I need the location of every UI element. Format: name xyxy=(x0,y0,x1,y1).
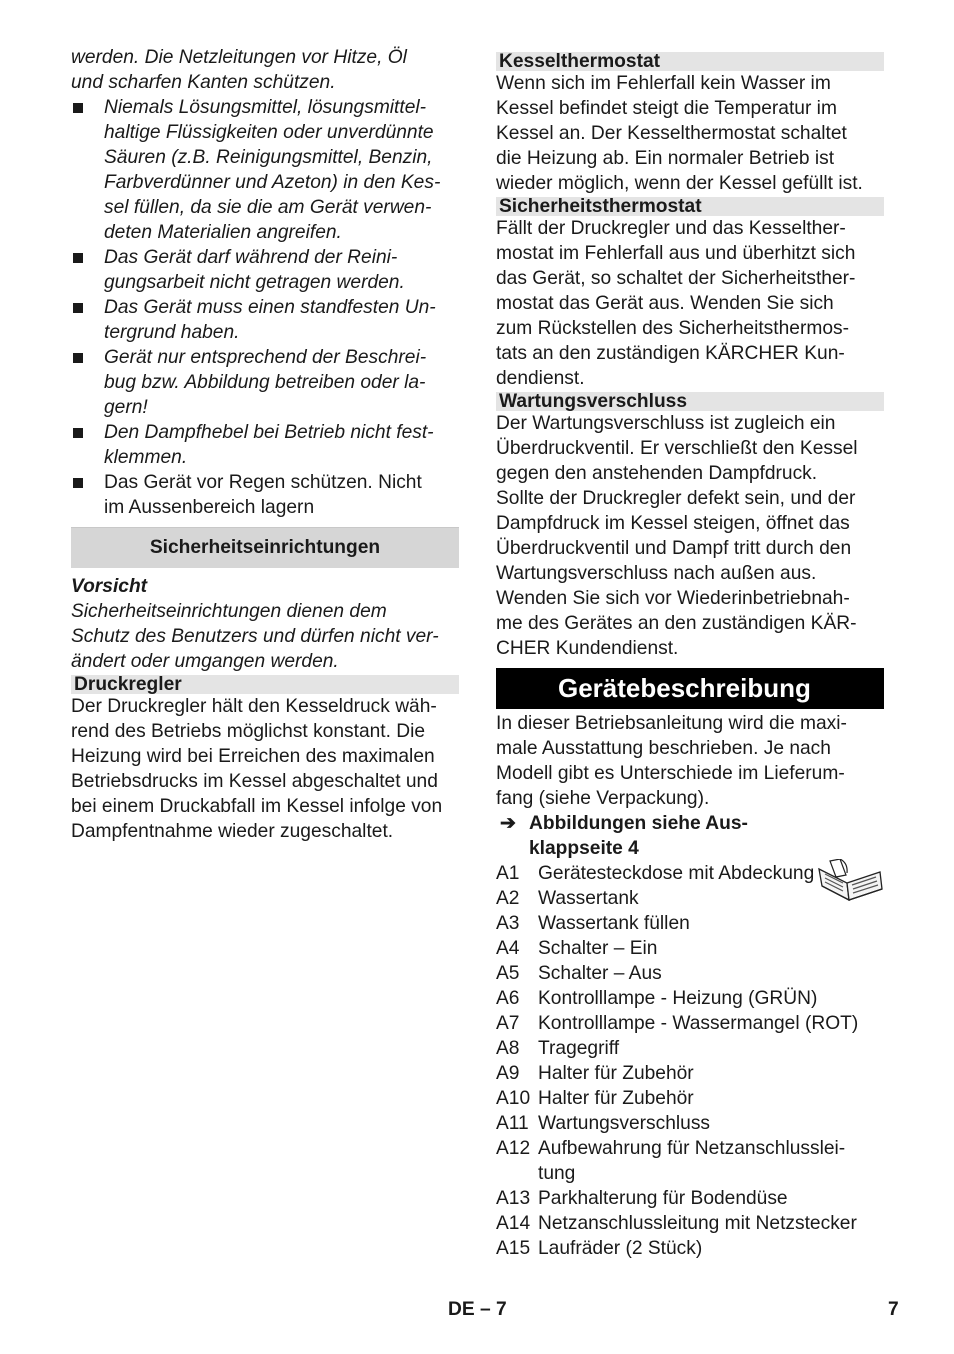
list-item: A10 Halter für Zubehör xyxy=(496,1088,694,1109)
page-number: 7 xyxy=(888,1299,899,1320)
list-item: A3 Wassertank füllen xyxy=(496,913,690,934)
list-item: A1 Gerätesteckdose mit Abdeckung xyxy=(496,863,815,884)
list-item: Das Gerät darf während der Reini- gungsarbeit nicht getragen werden. xyxy=(71,245,459,295)
figure-reference: ➔ Abbildungen siehe Aus- klappseite 4 xyxy=(500,813,748,859)
list-item: A12 Aufbewahrung für Netzanschlusslei- tung xyxy=(496,1138,846,1184)
list-item: Gerät nur entsprechend der Beschrei- bug bzw. Abbildung betreiben oder la- gern! xyxy=(71,345,459,420)
list-item: A11 Wartungsverschluss xyxy=(496,1113,711,1134)
kesselthermostat-text: Wenn sich im Fehlerfall kein Wasser im Kessel befindet steigt die Temperatur im Kessel an. Der Kesselthermostat schaltet die Heizung ab. Ein normaler Betrieb ist wieder möglich, wenn der Kessel gefüllt ist. xyxy=(496,73,863,194)
list-item: Den Dampfhebel bei Betrieb nicht fest- klemmen. xyxy=(71,420,459,470)
section-heading: Sicherheitseinrichtungen xyxy=(71,527,459,568)
page-label: DE – 7 xyxy=(448,1299,507,1320)
list-item: Das Gerät muss einen standfesten Un- tergrund haben. xyxy=(71,295,459,345)
right-column xyxy=(496,45,884,1261)
list-item: A7 Kontrolllampe - Wassermangel (ROT) xyxy=(496,1013,859,1034)
left-column xyxy=(71,45,459,844)
sicherheitsthermostat-text: Fällt der Druckregler und das Kesselther- mostat im Fehlerfall aus und überhitzt sich das Gerät, so schaltet der Sicherheitsther- mostat das Gerät aus. Wenden Sie sich zum Rückstellen des Sicherheitsthermos- tats an den zuständigen KÄRCHER Kun- dendienst. xyxy=(496,218,856,389)
arrow-icon: ➔ xyxy=(500,813,517,834)
list-item: A15 Laufräder (2 Stück) xyxy=(496,1238,703,1259)
device-description xyxy=(496,711,884,1261)
caution-text: Sicherheitseinrichtungen dienen dem Schutz des Benutzers und dürfen nicht ver- ändert oder umgangen werden. xyxy=(71,601,439,672)
subheading-druckregler: Druckregler xyxy=(71,675,459,694)
subheading-sicherheitsthermostat: Sicherheitsthermostat xyxy=(496,197,884,216)
caution-label: Vorsicht xyxy=(71,576,148,597)
list-item: Niemals Lösungsmittel, lösungsmittel- haltige Flüssigkeiten oder unverdünnte Säuren (z.B. Reinigungsmittel, Benzin, Farbverdünner und Azeton) in den Kes- sel füllen, da sie die am Gerät verwen- deten Materialien angreifen. xyxy=(71,95,459,245)
parts-list xyxy=(496,861,884,1261)
list-item: Das Gerät vor Regen schützen. Nicht im Aussenbereich lagern xyxy=(71,470,459,520)
list-item: A2 Wassertank xyxy=(496,888,639,909)
list-item: A13 Parkhalterung für Bodendüse xyxy=(496,1188,788,1209)
list-item: A4 Schalter – Ein xyxy=(496,938,658,959)
chapter-heading: Gerätebeschreibung xyxy=(496,668,884,709)
list-item: A14 Netzanschlussleitung mit Netzstecker xyxy=(496,1213,857,1234)
list-item: A6 Kontrolllampe - Heizung (GRÜN) xyxy=(496,988,818,1009)
druckregler-text: Der Druckregler hält den Kesseldruck wäh- rend des Betriebs möglichst konstant. Die Heizung wird bei Erreichen des maximalen Betriebsdrucks im Kessel abgeschaltet und bei einem Druckabfall im Kessel infolge von Dampfentnahme wieder zugeschaltet. xyxy=(71,696,443,842)
list-item: A8 Tragegriff xyxy=(496,1038,620,1059)
wartungsverschluss-text: Der Wartungsverschluss ist zugleich ein Überdruckventil. Er verschließt den Kessel gegen den anstehenden Dampfdruck. Sollte der Druckregler defekt sein, und der Dampfdruck im Kessel steigen, öffnet das Überdruckventil und Dampf tritt durch den Wartungsverschluss nach außen aus. Wenden Sie sich vor Wiederinbetriebnah- me des Gerätes an den zuständigen KÄR- CHER Kundendienst. xyxy=(496,413,858,659)
subheading-wartungsverschluss: Wartungsverschluss xyxy=(496,392,884,411)
list-item: A9 Halter für Zubehör xyxy=(496,1063,694,1084)
continued-text: werden. Die Netzleitungen vor Hitze, Öl und scharfen Kanten schützen. xyxy=(71,47,407,93)
intro-text: In dieser Betriebsanleitung wird die maxi- male Ausstattung beschrieben. Je nach Modell gibt es Unterschiede im Lieferum- fang (siehe Verpackung). xyxy=(496,713,847,809)
subheading-kesselthermostat: Kesselthermostat xyxy=(496,52,884,71)
list-item: A5 Schalter – Aus xyxy=(496,963,662,984)
